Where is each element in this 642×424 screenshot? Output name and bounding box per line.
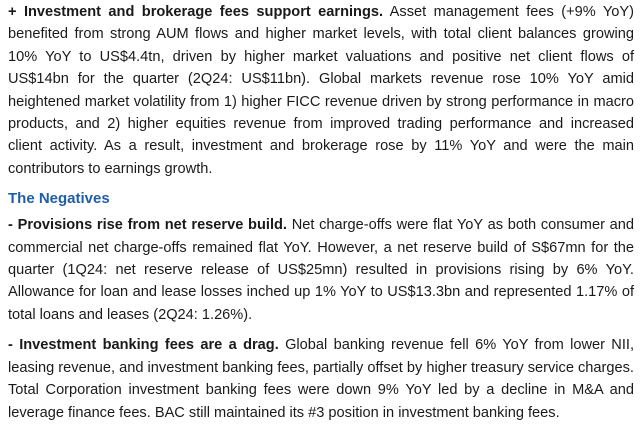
spacer — [8, 326, 634, 334]
paragraph-heading-provisions: - Provisions rise from net reserve build. — [8, 217, 287, 234]
paragraph-investment-brokerage — [8, 1, 634, 180]
spacer — [8, 180, 634, 188]
paragraph-heading-investment-brokerage: + Investment and brokerage fees support earnings. — [8, 4, 384, 20]
paragraph-body-provisions: Net charge-offs were flat YoY as both consumer and commercial net charge-offs remained flat YoY. However, a net reserve build of S$67mn for the quarter (1Q24: net reserve release of US$25mn) resulted in provisions rising by 6% YoY. Allowance for loan and lease losses inched up 1% YoY to US$13.3bn and represented 1.17% of total loans and leases (2Q24: 1.26%). — [8, 217, 635, 323]
paragraph-provisions — [8, 214, 634, 326]
section-heading-negatives: The Negatives — [8, 190, 110, 208]
paragraph-investment-banking — [8, 334, 634, 424]
paragraph-body-investment-banking: Global banking revenue fell 6% YoY from lower NII, leasing revenue, and investment banking fees, partially offset by higher treasury service charges. Total Corporation investment banking fees were down 9% YoY led by a decline in M&A and leverage finance fees. BAC still maintained its #3 position in investment banking fees. — [8, 337, 634, 421]
paragraph-body-investment-brokerage: Asset management fees (+9% YoY) benefited from strong AUM flows and higher market levels, with total client balances growing 10% YoY to US$4.4tn, driven by higher market valuations and positive net client flows of US$14bn for the quarter (2Q24: US$11bn). Global markets revenue rose 10% YoY amid heightened market volatility from 1) higher FICC revenue driven by strong performance in macro products, and 2) higher equities revenue from improved trading performance and increased client activity. As a result, investment and brokerage rose by 11% YoY and were the main contributors to earnings growth. — [8, 4, 634, 177]
paragraph-heading-investment-banking: - Investment banking fees are a drag. — [8, 337, 279, 354]
